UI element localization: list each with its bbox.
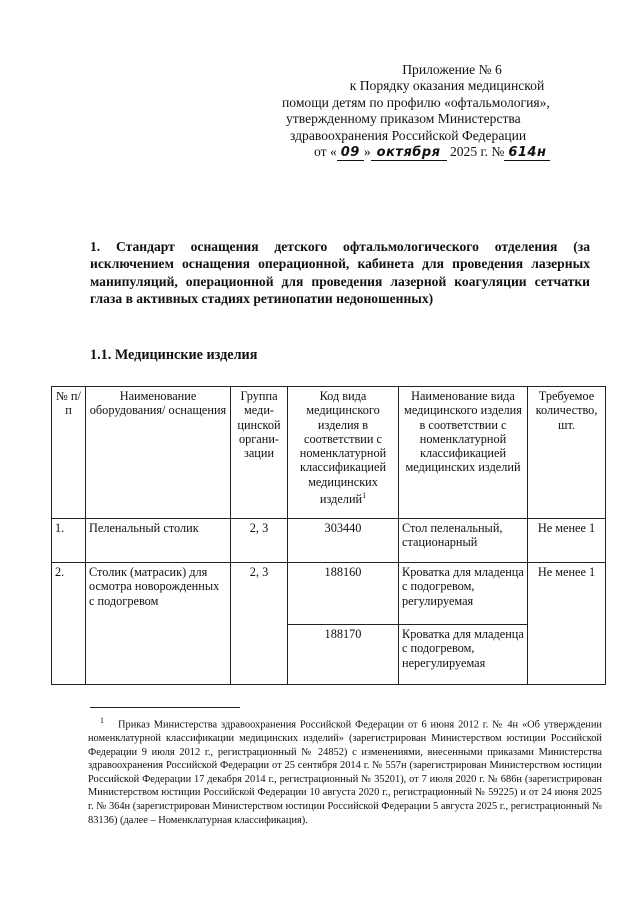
- footnote-ref: 1: [362, 491, 367, 501]
- cell-num: 1.: [52, 519, 86, 563]
- handwritten-number: 614н: [504, 146, 550, 161]
- footnote-text: Приказ Министерства здравоохранения Российской Федерации от 6 июня 2012 г. № 4н «Об утверждении номенклатурной классификации медицинских изделий» (зарегистрирован Министерством юстиции Российской Федерации 9 июля 2012 г., регистрационный № 24852) с изменениями, внесенными приказами Министерства здравоохранения Российской Федерации от 25 сентября 2014 г. № 557н (зарегистрирован Министерством юстиции Российской Федерации 17 декабря 2014 г., регистрационный № 35201), от 7 июля 2020 г. № 686н (зарегистрирован Министерством юстиции Российской Федерации 10 августа 2020 г., регистрационный № 59225) и от 24 июня 2025 г. № 364н (зарегистрирован Министерством юстиции Российской Федерации 5 августа 2025 г., регистрационный № 83136) (далее – Номенклатурная классификация).: [88, 719, 602, 826]
- header-code-text: Код вида медицинского изделия в соответствии с номенклатурной классификацией медицинских изделий: [299, 389, 387, 507]
- cell-type: Кроватка для младенца с подогревом, регулируемая: [399, 563, 528, 625]
- annex-line-3: помощи детям по профилю «офтальмология»,: [282, 94, 550, 110]
- cell-name: Пеленальный столик: [86, 519, 231, 563]
- footnote-divider: [90, 707, 240, 708]
- table-row: [52, 519, 606, 563]
- header-num: № п/п: [52, 387, 86, 519]
- cell-qty: Не менее 1: [528, 519, 606, 563]
- header-type: Наименование вида медицинского изделия в соответствии с номенклатурной классификацией медицинских изделий: [399, 387, 528, 519]
- table-header-row: [52, 387, 606, 519]
- cell-qty: Не менее 1: [528, 563, 606, 685]
- date-mid: »: [363, 144, 371, 160]
- section-heading: 1. Стандарт оснащения детского офтальмологического отделения (за исключением оснащения операционной, кабинета для проведения лазерных манипуляций, операционной для проведения лазерной коагуляции сетчатки глаза в активных стадиях ретинопатии недоношенных): [90, 239, 590, 307]
- cell-group: 2, 3: [231, 519, 288, 563]
- handwritten-day: 09: [337, 146, 364, 161]
- subsection-heading: 1.1. Медицинские изделия: [90, 347, 258, 363]
- handwritten-month: октября: [371, 146, 447, 161]
- annex-line-2: к Порядку оказания медицинской: [349, 78, 545, 94]
- annex-line-5: здравоохранения Российской Федерации: [290, 127, 527, 143]
- footnote: [88, 714, 602, 827]
- annex-date-line: [280, 144, 600, 161]
- date-prefix: от «: [314, 144, 337, 160]
- header-name: Наименование оборудования/ оснащения: [86, 387, 231, 519]
- annex-line-4: утвержденному приказом Министерства: [286, 111, 521, 127]
- cell-code: 303440: [288, 519, 399, 563]
- table-row: [52, 563, 606, 625]
- date-year: 2025 г. №: [449, 144, 505, 160]
- cell-group: 2, 3: [231, 563, 288, 685]
- cell-num: 2.: [52, 563, 86, 685]
- cell-code: 188170: [288, 625, 399, 685]
- equipment-table: [51, 386, 606, 685]
- header-code: [288, 387, 399, 519]
- header-qty: Требуемое количество, шт.: [528, 387, 606, 519]
- cell-name: Столик (матрасик) для осмотра новорожденных с подогревом: [86, 563, 231, 685]
- annex-block: [280, 62, 600, 161]
- cell-code: 188160: [288, 563, 399, 625]
- annex-title: Приложение № 6: [402, 62, 502, 77]
- cell-type: Кроватка для младенца с подогревом, нерегулируемая: [399, 625, 528, 685]
- cell-type: Стол пеленальный, стационарный: [399, 519, 528, 563]
- footnote-mark: 1: [100, 716, 104, 725]
- header-group: Группа меди- цинской органи- зации: [231, 387, 288, 519]
